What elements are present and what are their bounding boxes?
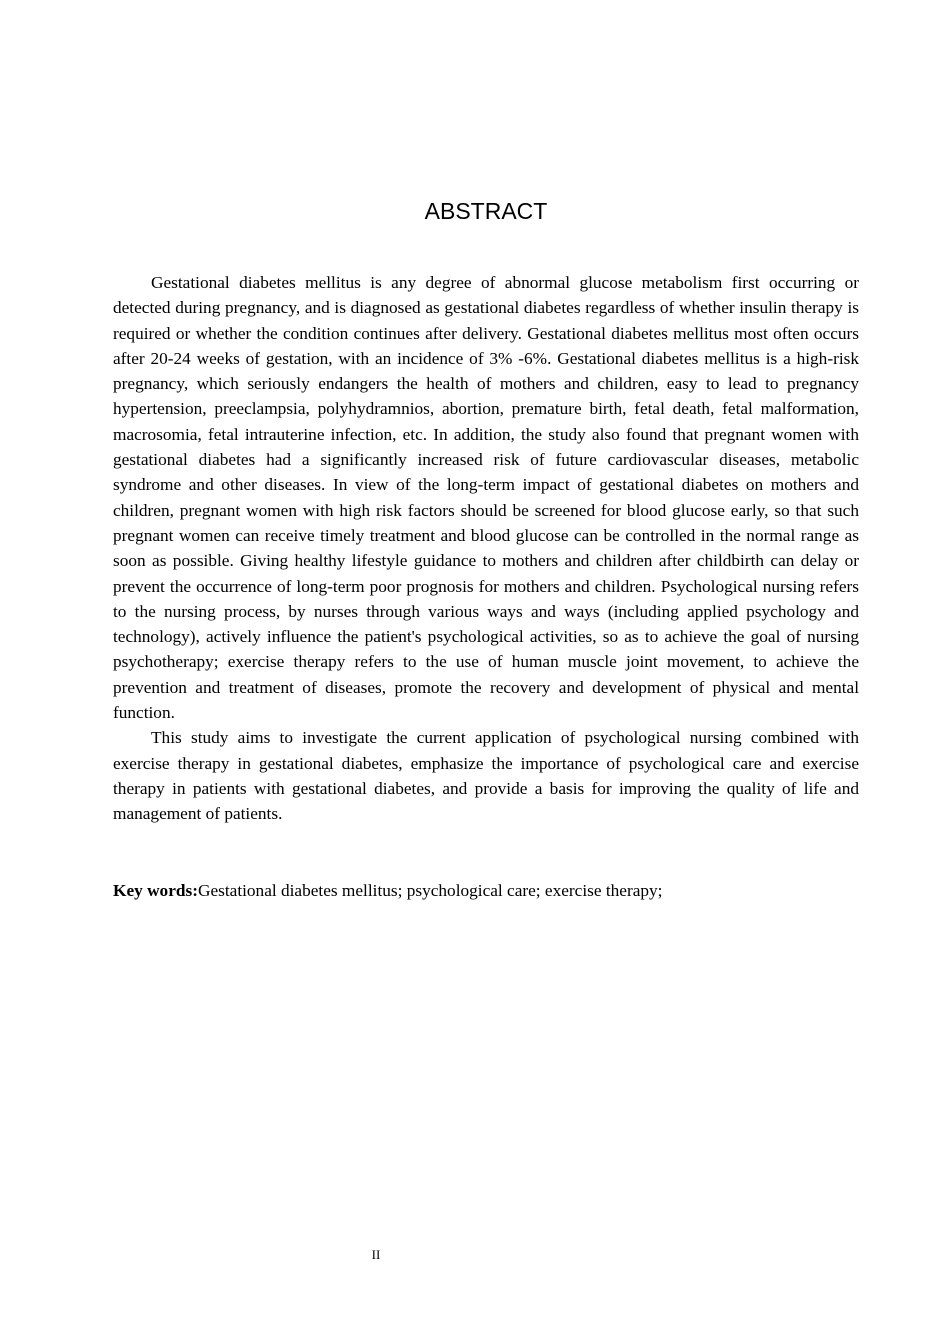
page-number: II — [371, 1247, 381, 1262]
abstract-paragraph-1: Gestational diabetes mellitus is any degree of abnormal glucose metabolism first occurring or detected during pregnancy, and is diagnosed as gestational diabetes regardless of whether insulin therapy is required or whether the condition continues after delivery. Gestational diabetes mellitus most often occurs after 20-24 weeks of gestation, with an incidence of 3% -6%. Gestational diabetes mellitus is a high-risk pregnancy, which seriously endangers the health of mothers and children, easy to lead to pregnancy hypertension, preeclampsia, polyhydramnios, abortion, premature birth, fetal death, fetal malformation, macrosomia, fetal intrauterine infection, etc. In addition, the study also found that pregnant women with gestational diabetes had a significantly increased risk of future cardiovascular diseases, metabolic syndrome and other diseases. In view of the long-term impact of gestational diabetes on mothers and children, pregnant women with high risk factors should be screened for blood glucose early, so that such pregnant women can receive timely treatment and blood glucose can be controlled in the normal range as soon as possible. Giving healthy lifestyle guidance to mothers and children after childbirth can delay or prevent the occurrence of long-term poor prognosis for mothers and children. Psychological nursing refers to the nursing process, by nurses through various ways and ways (including applied psychology and technology), actively influence the patient's psychological activities, so as to achieve the goal of nursing psychotherapy; exercise therapy refers to the use of human muscle joint movement, to achieve the prevention and treatment of diseases, promote the recovery and development of physical and mental function. — [113, 273, 859, 723]
keywords-label: Key words: — [113, 881, 198, 900]
abstract-paragraph-2: This study aims to investigate the current application of psychological nursing combined with exercise therapy in gestational diabetes, emphasize the importance of psychological care and exercise therapy in patients with gestational diabetes, and provide a basis for improving the quality of life and management of patients. — [113, 728, 859, 824]
abstract-title: ABSTRACT — [424, 198, 548, 224]
abstract-body — [113, 270, 859, 827]
keywords-line — [113, 878, 859, 903]
keywords-text: Gestational diabetes mellitus; psychological care; exercise therapy; — [197, 881, 663, 900]
